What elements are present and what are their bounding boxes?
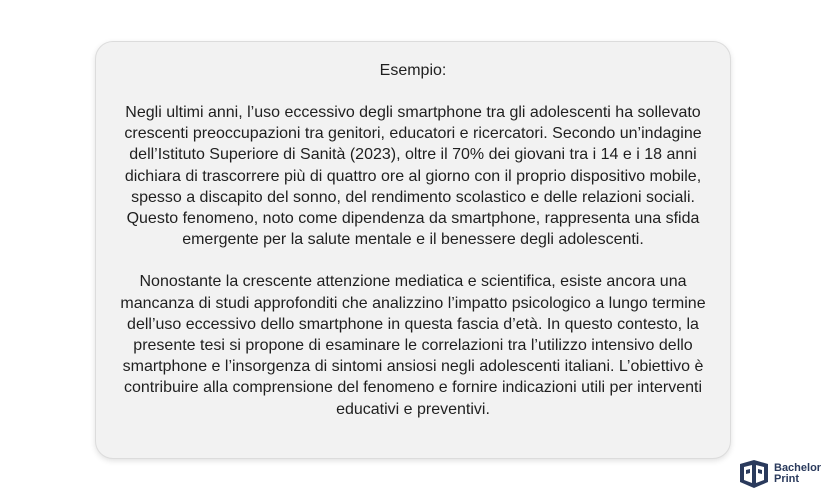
brand-line-2: Print: [774, 473, 800, 485]
example-title: Esempio:: [379, 62, 447, 79]
brand-line-1: Bachelor: [774, 462, 822, 474]
bachelorprint-logo-icon: [738, 458, 770, 490]
example-paragraph-2: Nonostante la crescente attenzione mediatica e scientifica, esiste ancora una mancanza di studi approfonditi che analizzino l’impatto psicologico a lungo termine dell’uso eccessivo dello smartphone in questa fascia d’età. In questo contesto, la presente tesi si propone di esaminare le correlazioni tra l’utilizzo intensivo dello smartphone e l’insorgenza di sintomi ansiosi negli adolescenti italiani. L’obiettivo è contribuire alla comprensione del fenomeno e fornire indicazioni utili per interventi educativi e preventivi.: [120, 273, 706, 418]
example-card: [95, 41, 731, 459]
brand-logo: [738, 458, 822, 492]
example-paragraph-1: Negli ultimi anni, l’uso eccessivo degli smartphone tra gli adolescenti ha sollevato crescenti preoccupazioni tra genitori, educatori e ricercatori. Secondo un’indagine dell’Istituto Superiore di Sanità (2023), oltre il 70% dei giovani tra i 14 e i 18 anni dichiara di trascorrere più di quattro ore al giorno con il proprio dispositivo mobile, spesso a discapito del sonno, del rendimento scolastico e delle relazioni sociali. Questo fenomeno, noto come dipendenza da smartphone, rappresenta una sfida emergente per la salute mentale e il benessere degli adolescenti.: [124, 104, 702, 249]
brand-name: [774, 463, 821, 485]
